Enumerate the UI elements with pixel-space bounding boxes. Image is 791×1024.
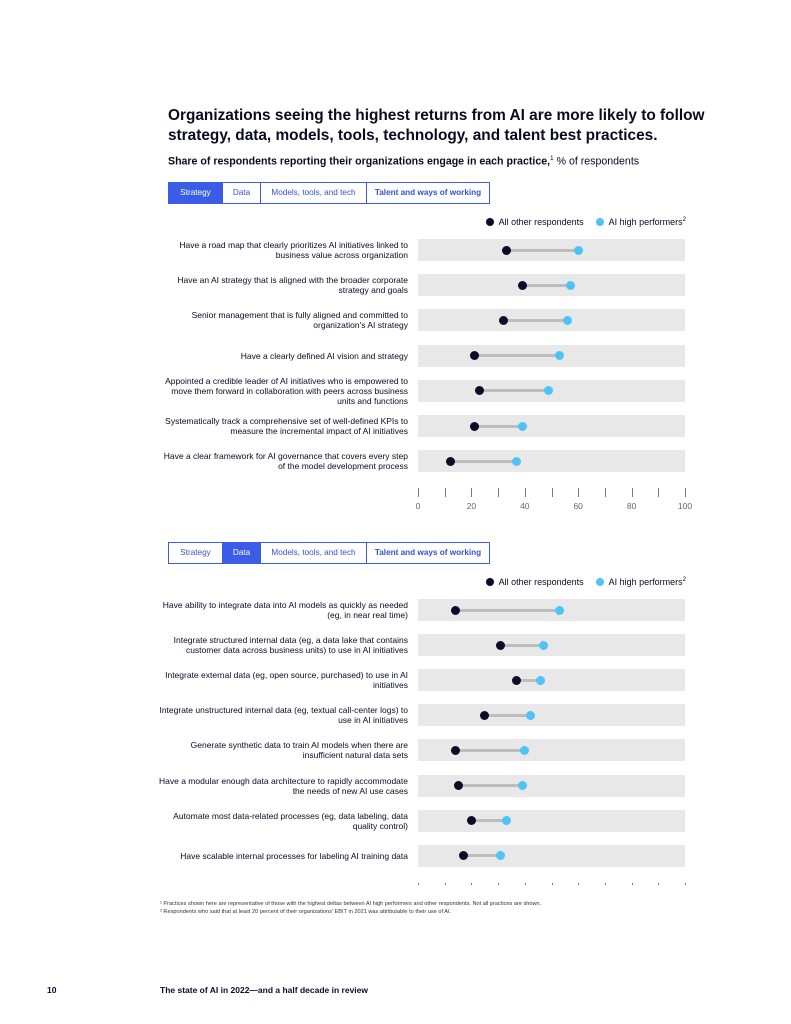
dot-plot-strategy [160,230,700,520]
x-tick [552,488,553,497]
dot-other [451,606,460,615]
dot-other [470,422,479,431]
category-label: Generate synthetic data to train AI models when there are insufficient natural data sets [190,740,408,761]
legend-other-label: All other respondents [498,217,584,227]
category-label: Have a modular enough data architecture to rapidly accommodate the needs of new AI use cases [158,775,408,796]
x-tick [418,883,419,885]
footnote-1: ¹ Practices shown here are representative of those with the highest deltas between AI high performers and other respondents. Not all practices are shown. [160,901,542,907]
dot-high [536,676,545,685]
connector-line [455,749,524,752]
x-tick [632,488,633,497]
page-number: 10 [47,985,57,995]
connector-line [506,249,578,252]
x-tick [605,883,606,885]
category-label: Systematically track a comprehensive set of well-defined KPIs to measure the incremental impact of AI initiatives [165,416,408,436]
legend-high-marker [596,578,604,586]
connector-line [471,819,506,822]
category-label: Have a road map that clearly prioritizes AI initiatives linked to business value across organization [179,240,408,260]
dot-other [454,781,463,790]
x-tick-label: 80 [626,501,637,512]
x-tick-label: 40 [520,501,530,512]
connector-line [458,784,522,787]
connector-line [455,609,559,612]
category-label: Have a clear framework for AI governance that covers every step of the model development process [163,451,408,472]
category-label: Integrate structured internal data (eg, a data lake that contains customer data across business units) to use in AI initiatives [173,635,408,656]
tab-models-tools-tech[interactable]: Models, tools, and tech [261,183,367,203]
x-tick [658,883,659,885]
legend-other-marker [486,578,494,586]
x-tick [525,488,526,497]
x-tick-label: 60 [573,501,583,512]
x-tick [578,488,579,497]
dot-high [502,816,511,825]
tab-bar-strategy [168,182,490,204]
footnotes [160,900,700,916]
tab-talent[interactable]: Talent and ways of working [367,183,489,203]
dot-other [470,351,479,360]
tab-bar-data [168,542,490,564]
subtitle-unit: % of respondents [553,155,640,168]
page-title: Organizations seeing the highest returns from AI are more likely to follow strategy, data, models, tools, technology, and talent best practices. [168,107,705,144]
dot-other [467,816,476,825]
x-tick [658,488,659,497]
tab-strategy[interactable]: Strategy [169,543,223,563]
connector-line [474,425,522,428]
x-tick [632,883,633,885]
dot-other [496,641,505,650]
dot-high [518,781,527,790]
x-tick [552,883,553,885]
legend-high-marker [596,218,604,226]
category-label: Appointed a credible leader of AI initiatives who is empowered to move them forward in collaboration with peers across business units and functions [165,375,408,406]
dot-high [518,422,527,431]
category-label: Have ability to integrate data into AI models as quickly as needed (eg, in near real time) [162,600,408,620]
dot-other [499,316,508,325]
chart-legend [480,217,686,227]
category-label: Have an AI strategy that is aligned with the broader corporate strategy and goals [177,275,408,296]
subtitle-bold: Share of respondents reporting their organizations engage in each practice, [168,155,551,168]
dot-plot-data [160,590,700,880]
legend-other-marker [486,218,494,226]
connector-line [463,854,500,857]
x-tick [498,883,499,885]
chart-subtitle [168,152,728,169]
connector-line [485,714,530,717]
x-tick-label: 100 [677,501,693,512]
connector-line [474,354,559,357]
x-tick [685,883,686,885]
subtitle-footnote-ref: 1 [550,155,554,162]
dot-other [512,676,521,685]
chart-legend [480,577,686,587]
row-band [418,634,685,656]
dot-high [566,281,575,290]
connector-line [501,644,544,647]
tab-talent[interactable]: Talent and ways of working [367,543,489,563]
category-label: Have a clearly defined AI vision and strategy [240,350,408,361]
dot-other [518,281,527,290]
x-tick [605,488,606,497]
dot-high [563,316,572,325]
category-label: Have scalable internal processes for labeling AI training data [180,850,408,861]
dot-high [512,457,521,466]
dot-high [539,641,548,650]
connector-line [503,319,567,322]
legend-high-label: AI high performers$^2$ [608,217,686,227]
dot-other [502,246,511,255]
row-band [418,669,685,691]
x-tick [471,488,472,497]
x-tick [445,488,446,497]
x-tick [498,488,499,497]
category-label: Automate most data-related processes (eg, data labeling, data quality control) [173,810,408,831]
x-tick [471,883,472,885]
dot-other [480,711,489,720]
row-band [418,704,685,726]
x-tick [685,488,686,497]
dot-high [555,606,564,615]
x-tick [578,883,579,885]
connector-line [479,389,548,392]
x-tick [525,883,526,885]
dot-high [526,711,535,720]
dot-other [446,457,455,466]
legend-high-label: AI high performers$^2$ [608,577,686,587]
x-tick-label: 20 [466,501,477,512]
footnote-2: ² Respondents who said that at least 20 percent of their organizations' EBIT in 2021 was attributable to their use of AI. [160,909,452,915]
tab-data[interactable]: Data [223,543,261,563]
category-label: Integrate external data (eg, open source, purchased) to use in AI initiatives [165,670,408,691]
connector-line [450,460,517,463]
dot-other [451,746,460,755]
report-title: The state of AI in 2022—and a half decade in review [160,985,369,995]
legend-other-label: All other respondents [498,577,584,587]
dot-other [459,851,468,860]
x-tick [445,883,446,885]
x-tick [418,488,419,497]
category-label: Integrate unstructured internal data (eg, textual call-center logs) to use in AI initiatives [159,705,408,726]
row-band [418,810,685,832]
x-tick-label: 0 [415,501,421,512]
tab-strategy[interactable]: Strategy [169,183,223,203]
tab-data[interactable]: Data [223,183,261,203]
connector-line [522,284,570,287]
category-label: Senior management that is fully aligned and committed to organization's AI strategy [191,310,408,331]
row-band [418,415,685,437]
dot-high [574,246,583,255]
tab-models-tools-tech[interactable]: Models, tools, and tech [261,543,367,563]
